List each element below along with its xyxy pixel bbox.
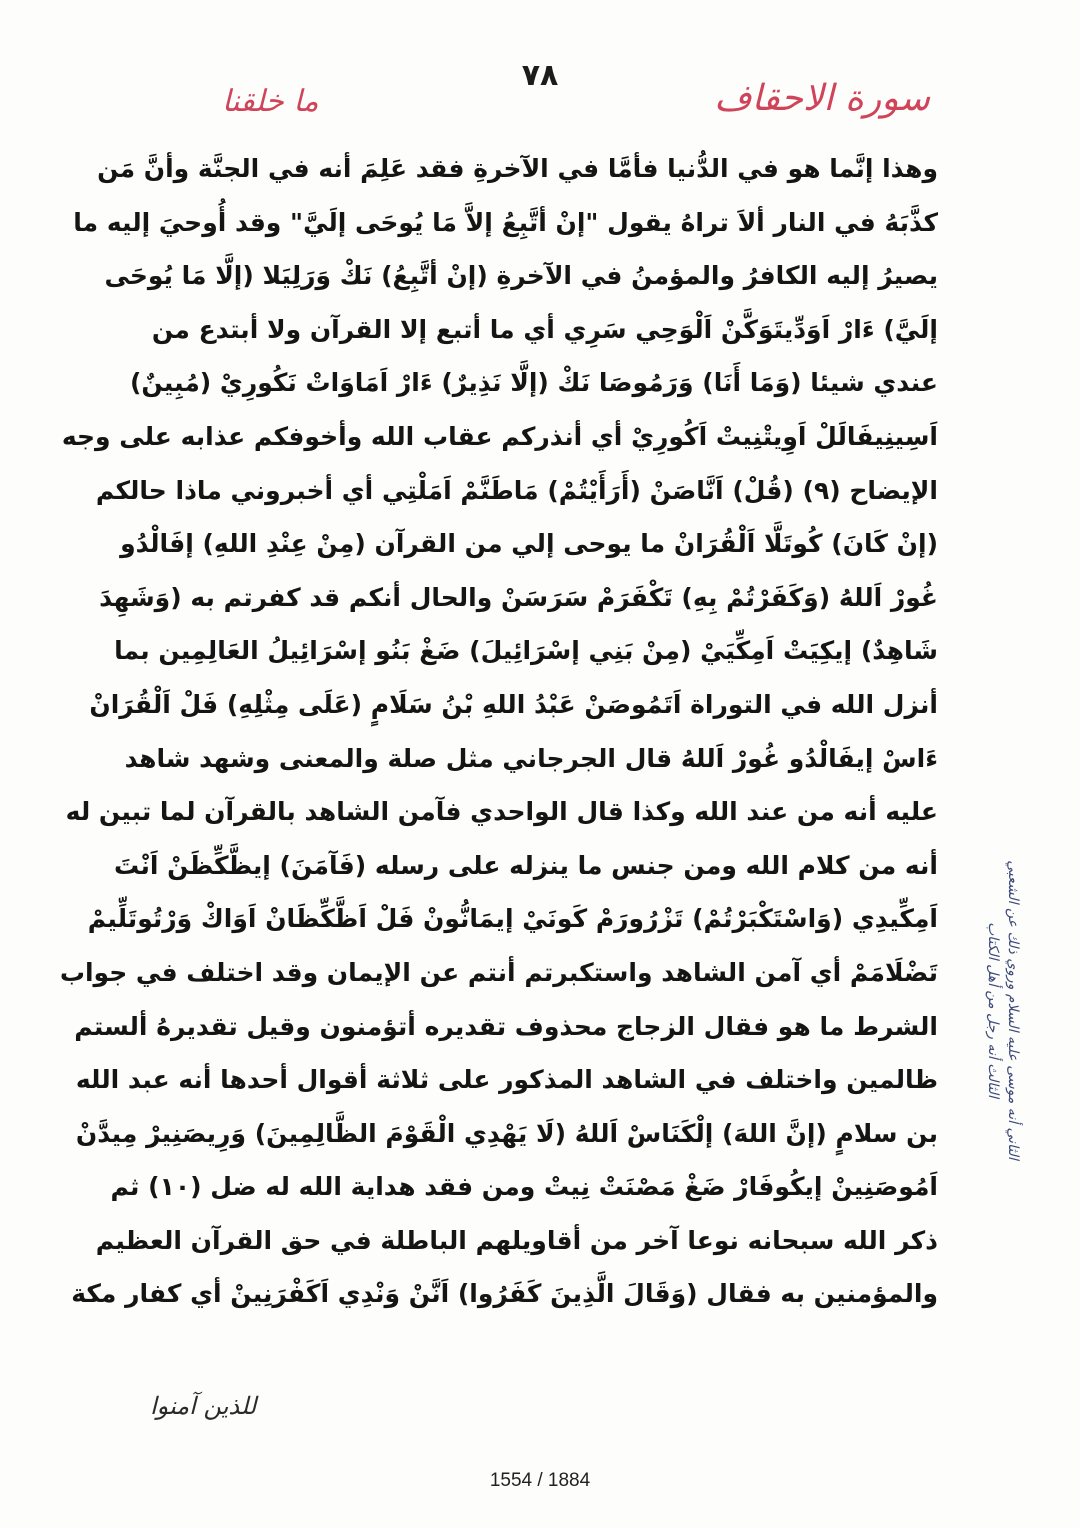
text-line: الإيضاح (٩) (قُلْ) اَنَّاصَنْ (أَرَأَيْتُمْ) مَاطَنَّمْ اَمَلْتِي أي أخبروني ماذا حالكم <box>95 475 938 505</box>
page-number: ٧٨ <box>521 58 559 93</box>
text-line: (إنْ كَانَ) كُوتَلَّا اَلْقُرَانْ ما يوحى إلي من القرآن (مِنْ عِنْدِ اللهِ) إفَالْدُو <box>120 529 938 559</box>
text-line: أنزل الله في التوراة اَتَمُوصَنْ عَبْدُ اللهِ بْنُ سَلَامٍ (عَلَى مِثْلِهِ) فَلْ اَلْقُرَانْ <box>89 689 938 719</box>
text-line: يصيرُ إليه الكافرُ والمؤمنُ في الآخرةِ (إنْ أتَّبِعُ) نَكْ وَرَلِيَلا (إلَّا مَا يُوحَى <box>104 261 938 291</box>
text-line: شَاهِدٌ) إيكِيَتْ اَمِكِّيَيْ (مِنْ بَنِي إسْرَائِيلَ) ضَغْ بَنُو إسْرَائِيلُ العَالِمِين بما <box>114 636 938 666</box>
text-line: ذكر الله سبحانه نوعا آخر من أقاويلهم الباطلة في حق القرآن العظيم <box>95 1225 938 1255</box>
text-line: عندي شيئا (وَمَا أَنَا) وَرَمُوصَا نَكْ (إلَّا نَذِيرٌ) ءَارْ اَمَاوَاتْ نَكُورِيْ (مُبِينٌ) <box>129 368 938 398</box>
text-line: اَسِينِيفَالَلْ اَوِيتْنِيتْ اَكُورِيْ أي أنذركم عقاب الله وأخوفكم عذابه على وجه <box>61 421 938 451</box>
text-line: اَمِكِّيدِي (وَاسْتَكْبَرْتُمْ) تَزْرُورَمْ كَونَيْ إيمَانُّونْ فَلْ اَظَّكِّظَانْ اَوَاكْ وَرْتُوتَلِّيمْ <box>87 904 938 934</box>
text-line: ظالمين واختلف في الشاهد المذكور على ثلاثة أقوال أحدها أنه عبد الله <box>75 1065 938 1095</box>
text-line: اَمُوصَنِينْ إيكُوفَارْ ضَغْ مَصْنَتْ نِيتْ ومن فقد هداية الله له ضل (١٠) ثم <box>110 1172 938 1202</box>
text-line: غُورْ اَللهُ (وَكَفَرْتُمْ بِهِ) تَكْفَرَمْ سَرَسَنْ والحال أنكم قد كفرتم به (وَشَهِدَ <box>99 582 938 612</box>
handwritten-section-marker: ما خلقنا <box>222 84 319 119</box>
margin-note-line: الثالث أنه رجل من أهل الكتاب <box>985 922 1001 1098</box>
text-line: بن سلامٍ (إنَّ اللهَ) إلْكَنَاسْ اَللهُ (لَا يَهْدِي الْقَوْمَ الظَّالِمِينَ) وَرِيصَنِيرْ مِيدَّنْ <box>75 1118 938 1148</box>
body-text <box>59 142 938 1321</box>
text-line: الشرط ما هو فقال الزجاج محذوف تقديره أتؤمنون وقيل تقديرهُ ألستم <box>74 1011 938 1041</box>
text-line: تَضْلَامَمْ أي آمن الشاهد واستكبرتم أنتم عن الإيمان وقد اختلف في جواب <box>59 957 938 987</box>
catchword: للذين آمنوا <box>150 1392 257 1420</box>
text-line: والمؤمنين به فقال (وَقَالَ الَّذِينَ كَفَرُوا) اَنَّنْ وَنْدِي اَكَفْرَنِينْ أي كفار مكة <box>71 1279 938 1309</box>
text-line: وهذا إنَّما هو في الدُّنيا فأمَّا في الآخرةِ فقد عَلِمَ أنه في الجنَّة وأنَّ مَن <box>97 154 938 183</box>
margin-note-line: الثاني أنه موسى عليه السلام وروي ذلك عن الشعبي <box>1005 860 1021 1160</box>
handwritten-surah-title: سورة الاحقاف <box>714 78 930 119</box>
text-line: أنه من كلام الله ومن جنس ما ينزله على رسله (فَآمَنَ) إيظَّكِّظَنْ اَنْتَ <box>114 850 938 880</box>
text-line: ءَاسْ إيفَالْدُو غُورْ اَللهُ قال الجرجاني مثل صلة والمعنى وشهد شاهد <box>124 743 938 773</box>
handwritten-margin-note <box>958 760 1048 1260</box>
text-line: كذَّبَهُ في النار ألاَ تراهُ يقول "إنْ أتَّبِعُ إلاَّ مَا يُوحَى إلَيَّ" وقد أُوحيَ إليه ما <box>73 207 938 237</box>
text-line: عليه أنه من عند الله وكذا قال الواحدي فآمن الشاهد بالقرآن لما تبين له <box>65 797 938 827</box>
text-line: إلَيَّ) ءَارْ اَوَدِّيتَوَكَّنْ اَلْوَحِي سَرِي أي ما أتبع إلا القرآن ولا أبتدع من <box>151 314 938 344</box>
pagination-indicator: 1554 / 1884 <box>489 1470 591 1491</box>
